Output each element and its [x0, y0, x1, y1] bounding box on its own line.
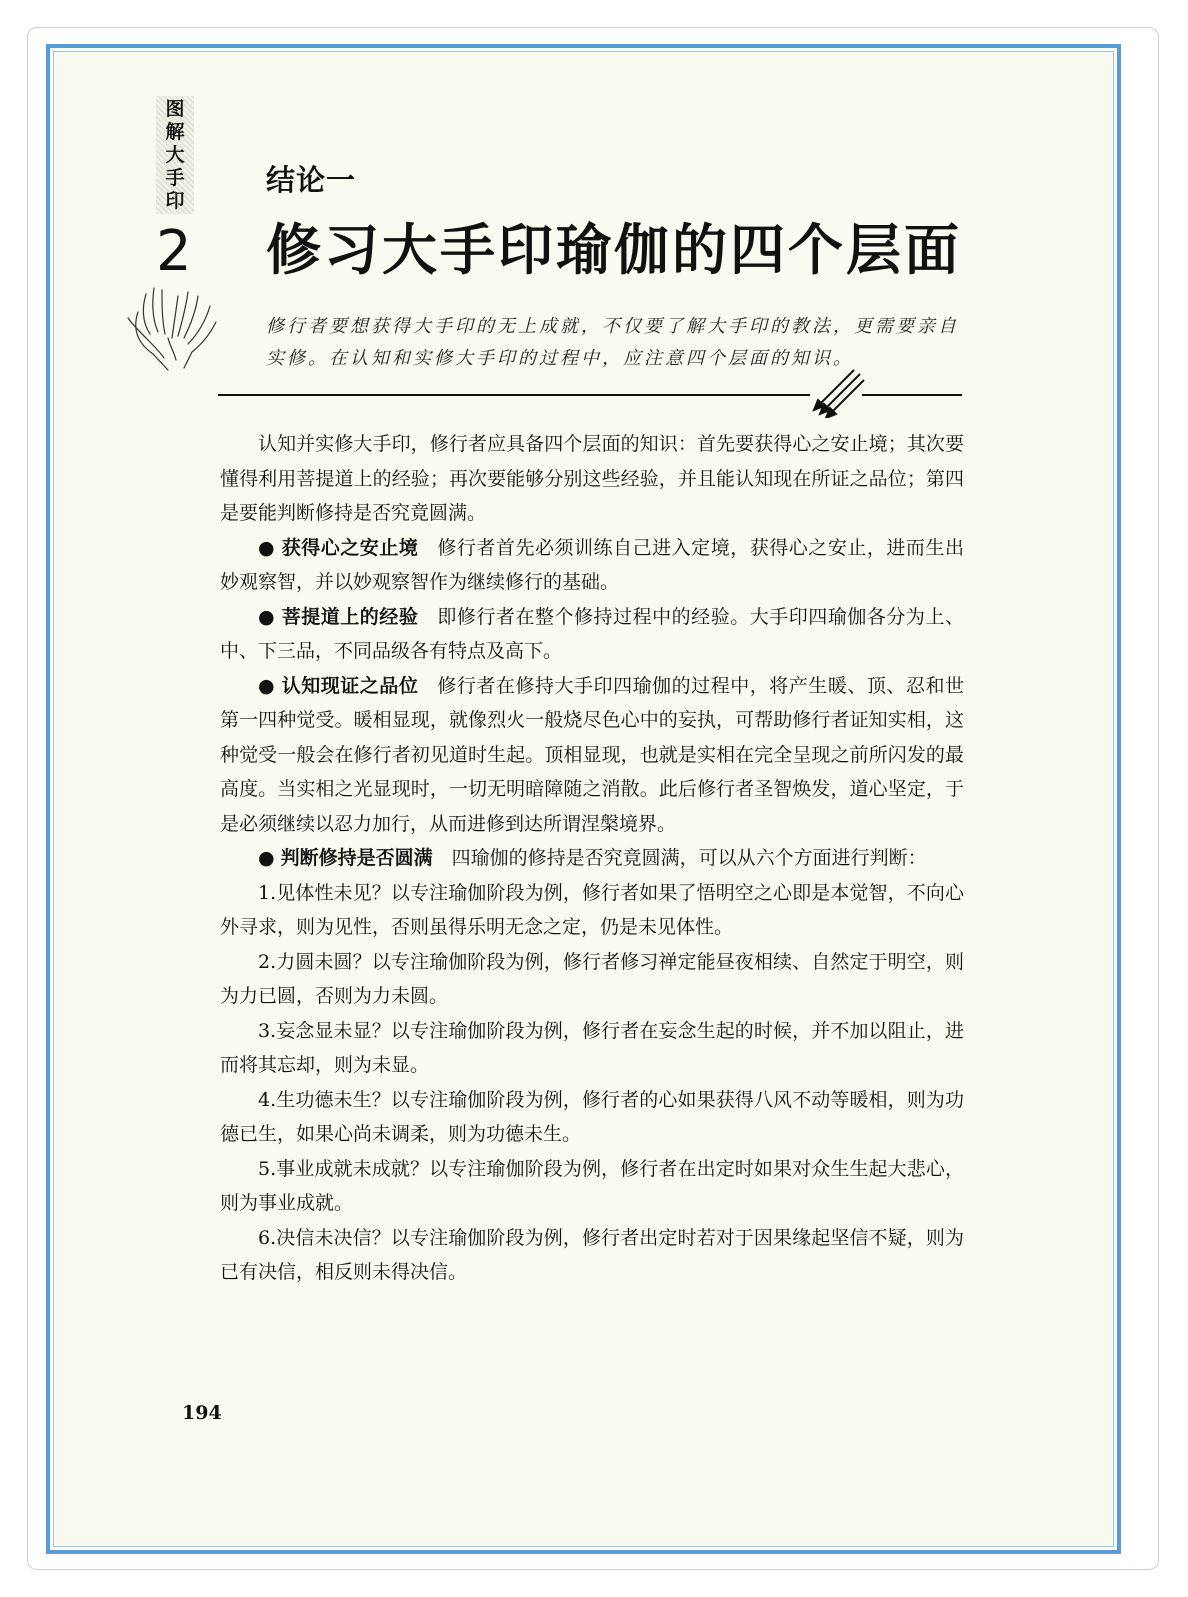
- section-判断修持是否圆满: [220, 841, 964, 876]
- list-item: 1.见体性未见？以专注瑜伽阶段为例，修行者如果了悟明空之心即是本觉智，不向心外寻求，则为见性，否则虽得乐明无念之定，仍是未见体性。: [220, 881, 964, 938]
- section-heading: 菩提道上的经验: [281, 605, 419, 628]
- section-heading: 认知现证之品位: [281, 674, 419, 697]
- section-text: 修行者首先必须训练自己进入定境，获得心之安止，进而生出妙观察智，并以妙观察智作为继续修行的基础。: [220, 536, 964, 593]
- bullet-icon: ●: [258, 536, 276, 559]
- side-label-char: 印: [165, 189, 185, 212]
- page-title: 修习大手印瑜伽的四个层面: [266, 218, 963, 282]
- list-item: 6.决信未决信？以专注瑜伽阶段为例，修行者出定时若对于因果缘起坚信不疑，则为已有决信，相反则未得决信。: [220, 1226, 964, 1283]
- section-subtitle: 结论一: [266, 163, 357, 197]
- section-heading: 判断修持是否圆满: [280, 847, 433, 869]
- section-获得心之安止境: [220, 531, 964, 600]
- section-heading: 获得心之安止境: [281, 536, 419, 559]
- side-label-char: 手: [165, 166, 185, 189]
- list-item: 4.生功德未生？以专注瑜伽阶段为例，修行者的心如果获得八风不动等暖相，则为功德已生，如果心尚未调柔，则为功德未生。: [220, 1088, 964, 1145]
- section-菩提道上的经验: [220, 600, 964, 669]
- body-paragraph: 认知并实修大手印，修行者应具备四个层面的知识：首先要获得心之安止境；其次要懂得利用菩提道上的经验；再次要能够分别这些经验，并且能认知现在所证之品位；第四是要能判断修持是否究竟圆满。: [220, 433, 964, 524]
- intro-paragraph: 修行者要想获得大手印的无上成就，不仅要了解大手印的教法，更需要亲自实修。在认知和实修大手印的过程中，应注意四个层面的知识。: [266, 316, 959, 369]
- page-number: 194: [182, 1402, 222, 1424]
- side-label-char: 图: [165, 97, 185, 120]
- side-label-char: 大: [165, 143, 185, 166]
- body-text: [220, 427, 964, 1290]
- section-text: 即修行者在整个修持过程中的经验。大手印四瑜伽各分为上、中、下三品，不同品级各有特点及高下。: [220, 605, 964, 662]
- section-认知现证之品位: [220, 669, 964, 842]
- bullet-icon: ●: [258, 674, 276, 697]
- side-label: [156, 96, 194, 214]
- praying-hands-icon: [118, 282, 228, 374]
- arrows-icon: [806, 366, 866, 418]
- side-label-char: 解: [165, 120, 185, 143]
- bullet-icon: ●: [258, 847, 275, 869]
- list-item: 2.力圆未圆？以专注瑜伽阶段为例，修行者修习禅定能昼夜相续、自然定于明空，则为力已圆，否则为力未圆。: [220, 950, 964, 1007]
- section-text: 修行者在修持大手印四瑜伽的过程中，将产生暖、顶、忍和世第一四种觉受。暖相显现，就像烈火一般烧尽色心中的妄执，可帮助修行者证知实相，这种觉受一般会在修行者初见道时生起。顶相显现，也就是实相在完全呈现之前所闪发的最高度。当实相之光显现时，一切无明暗障随之消散。此后修行者圣智焕发，道心坚定，于是必须继续以忍力加行，从而进修到达所谓涅槃境界。: [220, 674, 964, 835]
- divider-rule-right: [862, 394, 962, 396]
- list-item: 3.妄念显未显？以专注瑜伽阶段为例，修行者在妄念生起的时候，并不加以阻止，进而将其忘却，则为未显。: [220, 1019, 964, 1076]
- divider-rule-left: [218, 394, 810, 396]
- list-item: 5.事业成就未成就？以专注瑜伽阶段为例，修行者在出定时如果对众生生起大悲心，则为事业成就。: [220, 1157, 964, 1214]
- chapter-number: 2: [156, 219, 192, 284]
- section-text: 四瑜伽的修持是否究竟圆满，可以从六个方面进行判断：: [451, 847, 927, 869]
- bullet-icon: ●: [258, 605, 276, 628]
